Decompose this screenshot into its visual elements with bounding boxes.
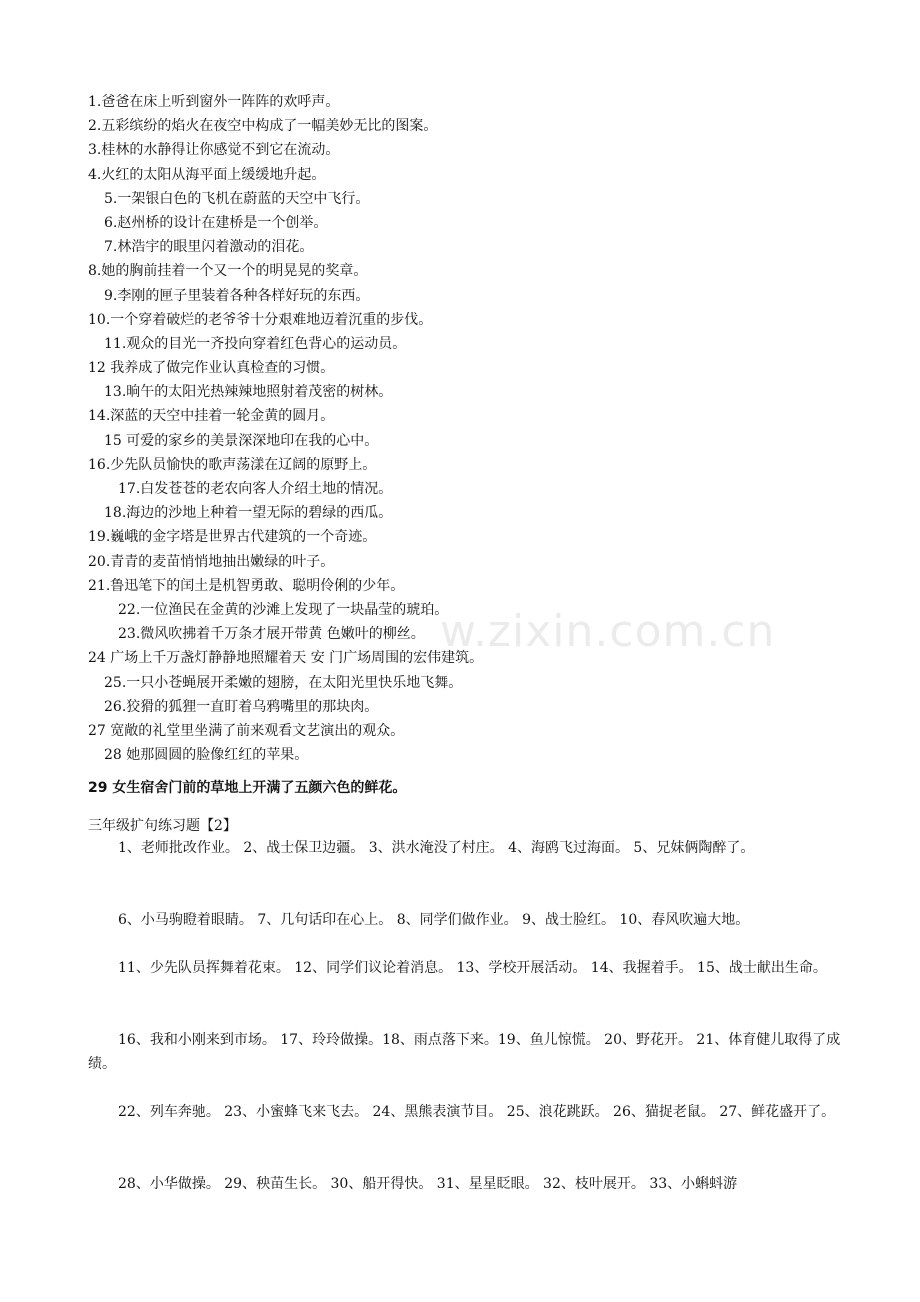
sentence-28: 28 她那圆圆的脸像红红的苹果。 (104, 747, 309, 764)
exercise-paragraph: 28、小华做操。 29、秧苗生长。 30、船开得快。 31、星星眨眼。 32、枝叶展开。 33、小蝌蚪游 (118, 1176, 738, 1192)
sentence-21: 21.鲁迅笔下的闰土是机智勇敢、聪明伶俐的少年。 (88, 577, 405, 594)
exercise-paragraph: 22、列车奔驰。 23、小蜜蜂飞来飞去。 24、黑熊表演节目。 25、浪花跳跃。 26、猫捉老鼠。 27、鲜花盛开了。 (118, 1104, 836, 1120)
watermark: w.zixin.com.cn (440, 606, 776, 657)
exercise-paragraph: 1、老师批改作业。 2、战士保卫边疆。 3、洪水淹没了村庄。 4、海鸥飞过海面。 5、兄妹俩陶醉了。 (118, 840, 755, 856)
exercise-paragraph: 16、我和小刚来到市场。 17、玲玲做操。18、雨点落下来。19、鱼儿惊慌。 20、野花开。 21、体育健儿取得了成绩。 (88, 1032, 841, 1072)
sentence-list (88, 90, 888, 767)
sentence-2: 2.五彩缤纷的焰火在夜空中构成了一幅美妙无比的图案。 (88, 118, 438, 135)
sentence-27: 27 宽敞的礼堂里坐满了前来观看文艺演出的观众。 (88, 722, 405, 739)
sentence-24: 24 广场上千万盏灯静静地照耀着天 安 门广场周围的宏伟建筑。 (88, 650, 484, 667)
sentence-8: 8.她的胸前挂着一个又一个的明晃晃的奖章。 (88, 263, 368, 280)
sentence-25: 25.一只小苍蝇展开柔嫩的翅膀，在太阳光里快乐地飞舞。 (104, 674, 463, 691)
sentence-11: 11.观众的目光一齐投向穿着红色背心的运动员。 (104, 335, 407, 352)
sentence-5: 5.一架银白色的飞机在蔚蓝的天空中飞行。 (104, 190, 370, 207)
sentence-22: 22.一位渔民在金黄的沙滩上发现了一块晶莹的琥珀。 (118, 601, 449, 618)
sentence-29-bold: 29 女生宿舍门前的草地上开满了五颜六色的鲜花。 (88, 780, 407, 796)
sentence-18: 18.海边的沙地上种着一望无际的碧绿的西瓜。 (104, 505, 393, 522)
sentence-16: 16.少先队员愉快的歌声荡漾在辽阔的原野上。 (88, 456, 377, 473)
sentence-19: 19.巍峨的金字塔是世界古代建筑的一个奇迹。 (88, 529, 377, 546)
sentence-9: 9.李刚的匣子里装着各种各样好玩的东西。 (104, 287, 370, 304)
section-title: 三年级扩句练习题【2】 (88, 818, 237, 834)
sentence-12: 12 我养成了做完作业认真检查的习惯。 (88, 360, 335, 377)
sentence-7: 7.林浩宇的眼里闪着激动的泪花。 (104, 239, 314, 256)
sentence-17: 17.白发苍苍的老农向客人介绍土地的情况。 (118, 481, 393, 497)
sentence-14: 14.深蓝的天空中挂着一轮金黄的圆月。 (88, 408, 335, 425)
sentence-13: 13.晌午的太阳光热辣辣地照射着茂密的树林。 (104, 384, 393, 401)
sentence-4: 4.火红的太阳从海平面上缓缓地升起。 (88, 166, 326, 183)
sentence-20: 20.青青的麦苗悄悄地抽出嫩绿的叶子。 (88, 553, 335, 570)
exercise-paragraph: 6、小马驹瞪着眼睛。 7、几句话印在心上。 8、同学们做作业。 9、战士脸红。 10、春风吹遍大地。 (118, 912, 750, 928)
sentence-1: 1.爸爸在床上听到窗外一阵阵的欢呼声。 (88, 94, 340, 110)
exercise-paragraph: 11、少先队员挥舞着花束。 12、同学们议论着消息。 13、学校开展活动。 14、我握着手。 15、战士献出生命。 (118, 960, 827, 976)
sentence-6: 6.赵州桥的设计在建桥是一个创举。 (104, 214, 328, 231)
sentence-26: 26.狡猾的狐狸一直盯着乌鸦嘴里的那块肉。 (104, 698, 379, 715)
sentence-3: 3.桂林的水静得让你感觉不到它在流动。 (88, 142, 340, 159)
sentence-10: 10.一个穿着破烂的老爷爷十分艰难地迈着沉重的步伐。 (88, 311, 433, 328)
sentence-15: 15 可爱的家乡的美景深深地印在我的心中。 (104, 432, 379, 449)
sentence-23: 23.微风吹拂着千万条才展开带黄 色嫩叶的柳丝。 (118, 626, 425, 643)
